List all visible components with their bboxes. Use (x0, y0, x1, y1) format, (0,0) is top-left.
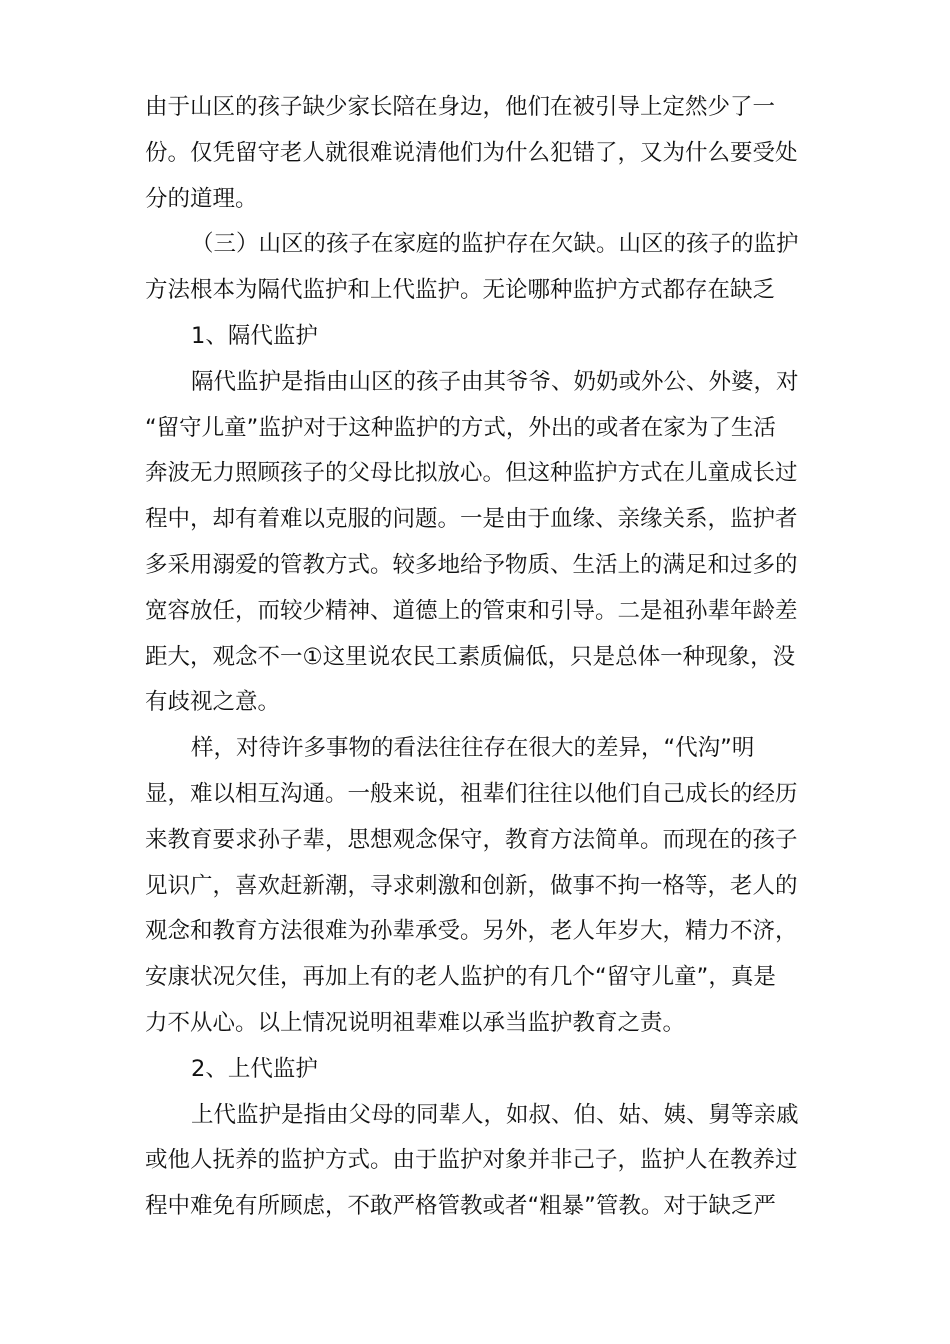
text-line: 或他人抚养的监护方式。由于监护对象并非己子，监护人在教养过 (145, 1147, 798, 1174)
text-line: 程中难免有所顾虑，不敢严格管教或者“粗暴”管教。对于缺乏严 (145, 1193, 776, 1220)
text-line: 有歧视之意。 (145, 689, 281, 716)
text-line: 显，难以相互沟通。一般来说，祖辈们往往以他们自己成长的经历 (145, 780, 798, 807)
text-line: 1、隔代监护 (191, 322, 318, 349)
text-line: 安康状况欠佳，再加上有的老人监护的有几个“留守儿童”，真是 (145, 964, 776, 991)
text-line: “留守儿童”监护对于这种监护的方式，外出的或者在家为了生活 (145, 414, 776, 441)
text-line: 见识广，喜欢赶新潮，寻求刺激和创新，做事不拘一格等，老人的 (145, 872, 798, 899)
text-line: 来教育要求孙子辈，思想观念保守，教育方法简单。而现在的孩子 (145, 826, 798, 853)
text-line: 距大，观念不一①这里说农民工素质偏低，只是总体一种现象，没 (145, 643, 796, 670)
text-line: 程中，却有着难以克服的问题。一是由于血缘、亲缘关系，监护者 (145, 506, 798, 533)
text-line: 分的道理。 (145, 185, 258, 212)
text-line: 份。仅凭留守老人就很难说清他们为什么犯错了，又为什么要受处 (145, 139, 798, 166)
text-line: 宽容放任，而较少精神、道德上的管束和引导。二是祖孙辈年龄差 (145, 597, 798, 624)
text-line: （三）山区的孩子在家庭的监护存在欠缺。山区的孩子的监护 (191, 231, 799, 258)
text-line: 力不从心。以上情况说明祖辈难以承当监护教育之责。 (145, 1009, 686, 1036)
text-line: 奔波无力照顾孩子的父母比拟放心。但这种监护方式在儿童成长过 (145, 460, 798, 487)
text-line: 上代监护是指由父母的同辈人，如叔、伯、姑、姨、舅等亲戚 (191, 1101, 799, 1128)
text-line: 多采用溺爱的管教方式。较多地给予物质、生活上的满足和过多的 (145, 551, 798, 578)
text-line: 观念和教育方法很难为孙辈承受。另外，老人年岁大，精力不济， (145, 918, 798, 945)
text-line: 方法根本为隔代监护和上代监护。无论哪种监护方式都存在缺乏 (145, 277, 776, 304)
text-line: 2、上代监护 (191, 1055, 318, 1082)
text-line: 由于山区的孩子缺少家长陪在身边，他们在被引导上定然少了一 (145, 94, 776, 120)
body-text (145, 85, 805, 1230)
text-line: 隔代监护是指由山区的孩子由其爷爷、奶奶或外公、外婆，对 (191, 368, 799, 395)
text-line: 样，对待许多事物的看法往往存在很大的差异，“代沟”明 (191, 735, 755, 762)
